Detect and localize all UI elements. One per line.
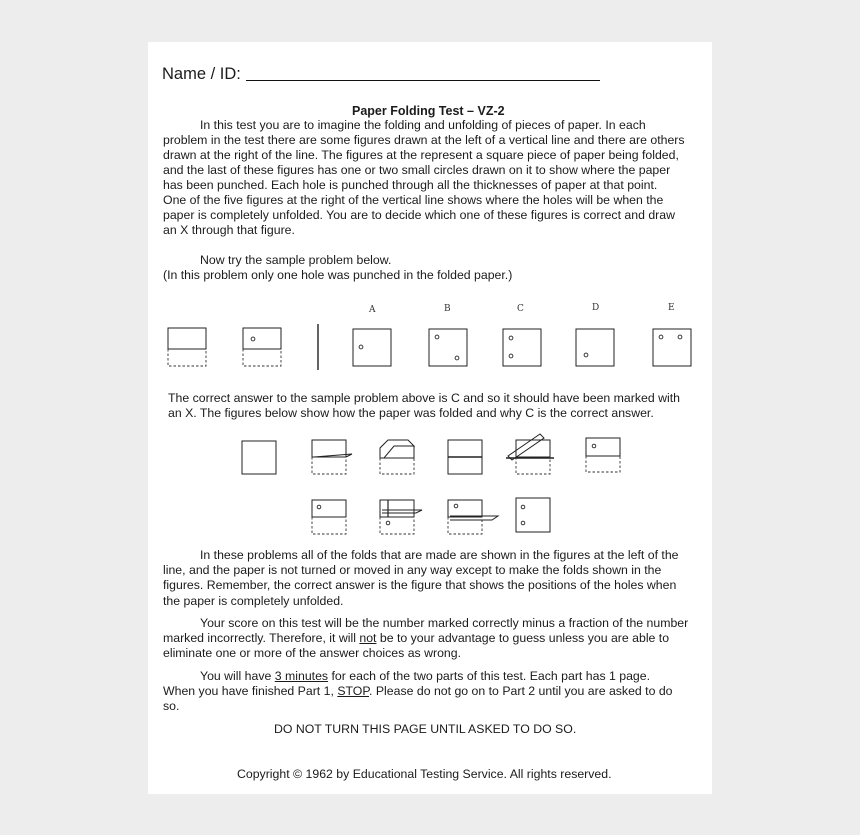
time-paragraph-line: When you have finished Part 1, STOP. Please do not go on to Part 2 until you are asked to do [163,684,673,698]
folds-paragraph-line: In these problems all of the folds that are made are shown in the figures at the left of the [200,548,679,562]
name-id-blank-line [246,80,600,81]
fold-step-2-punched-figure [243,328,281,366]
score-paragraph-line: marked incorrectly. Therefore, it will not be to your advantage to guess unless you are able to [163,631,670,645]
intro-line: and the last of these figures has one or two small circles drawn on it to show where the paper [163,163,671,177]
folds-paragraph-line: line, and the paper is not turned or moved in any way except to make the folds shown in the [163,563,662,577]
intro-line: an X through that figure. [163,223,295,237]
intro-line: In this test you are to imagine the folding and unfolding of pieces of paper. In each [200,118,646,132]
choice-d-figure [576,329,614,366]
folding-down-figure [312,440,352,474]
pencil-fold-figure [506,434,554,474]
intro-line: problem in the test there are some figures drawn at the left of a vertical line and there are others [163,133,685,147]
punched-fold-figure [586,438,620,472]
choice-b-figure [429,329,467,366]
answer-explanation-line: The correct answer to the sample problem above is C and so it should have been marked with [168,391,680,405]
sample-intro-line: Now try the sample problem below. [200,253,392,267]
answer-explanation-line: an X. The figures below show how the paper was folded and why C is the correct answer. [168,406,654,420]
do-not-turn-notice: DO NOT TURN THIS PAGE UNTIL ASKED TO DO SO. [274,722,577,736]
punched-hole [251,337,255,341]
folded-half-figure [448,440,482,474]
page-title: Paper Folding Test – VZ-2 [352,104,505,118]
unfold-step-1-figure [312,500,346,534]
sample-intro-line: (In this problem only one hole was punched in the folded paper.) [163,268,513,282]
explanation-figures [232,430,632,542]
folding-flap-figure [380,440,414,474]
choice-label-c: C [517,304,524,314]
unfolded-answer-c-figure [516,498,550,532]
score-paragraph-line: eliminate one or more of the answer choices as wrong. [163,646,462,660]
intro-line: has been punched. Each hole is punched through all the thicknesses of paper at that point. [163,178,658,192]
time-paragraph-line: so. [163,699,180,713]
choice-label-e: E [668,303,675,313]
choice-a-figure [353,329,391,366]
unfold-step-3-figure [448,500,498,534]
choice-label-a: A [369,305,376,315]
choice-e-figure [653,329,691,366]
unfolded-square-figure [242,441,276,474]
unfold-step-2-figure [380,500,422,534]
choice-label-b: B [444,304,451,314]
time-paragraph-line: You will have 3 minutes for each of the two parts of this test. Each part has 1 page. [200,669,651,683]
choice-label-d: D [592,303,600,313]
intro-line: One of the five figures at the right of the vertical line shows where the holes will be when the [163,193,664,207]
sample-problem-figures [160,300,700,378]
name-id-label: Name / ID: [162,65,241,83]
intro-line: paper is completely unfolded. You are to decide which one of these figures is correct and draw [163,208,675,222]
folds-paragraph-line: the paper is completely unfolded. [163,594,344,608]
folds-paragraph-line: figures. Remember, the correct answer is the figure that shows the positions of the holes when [163,578,677,592]
intro-line: drawn at the right of the line. The figures at the represent a square piece of paper being folded, [163,148,679,162]
choice-c-figure [503,329,541,366]
score-paragraph-line: Your score on this test will be the number marked correctly minus a fraction of the number [200,616,689,630]
copyright-notice: Copyright © 1962 by Educational Testing Service. All rights reserved. [237,767,612,781]
fold-step-1-figure [168,328,206,366]
